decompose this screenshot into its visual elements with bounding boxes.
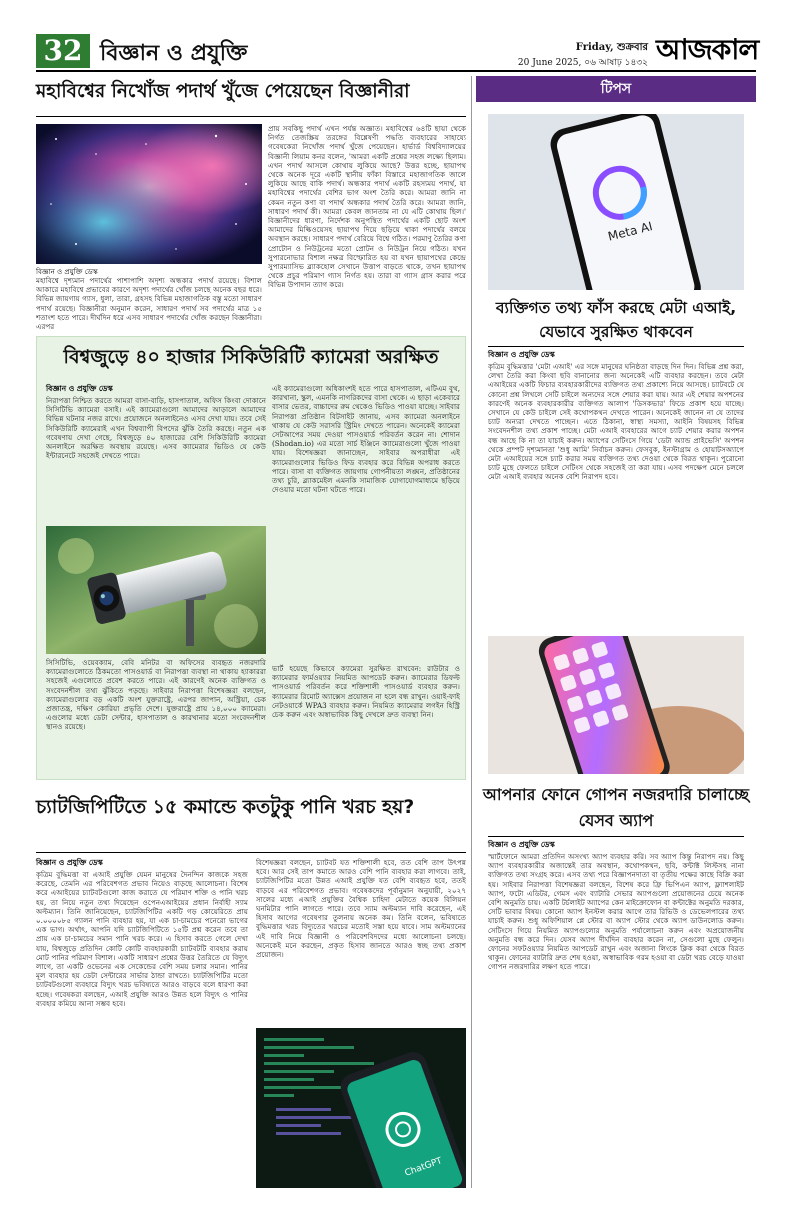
smartphone-apps-image: [488, 636, 744, 774]
tip2-headline: আপনার ফোনে গোপন নজরদারি চালাচ্ছে যেসব অ্যাপ: [482, 785, 750, 830]
story1-body-right: প্রায় সবকিছু পদার্থ এখন পর্যন্ত অজ্ঞাত। মহাবিশ্বের ৬৪টি ছায়া থেকে নির্গত তেজস্ক্রিয় তরঙ্গের বিশ্লেষণী পদ্ধতি ব্যবহারের সাহায্যে গবেষকেরা নিখোঁজ পদার্থ খুঁজে পেয়েছেন। হার্ভার্ড বিশ্ববিদ্যালয়ের বিজ্ঞানী লিয়াম কনর বলেন, 'আমরা একটি প্রশ্নের সহজ লক্ষ্যে ছিলাম। এখন পদার্থ আসলে কোথায় লুকিয়ে আছে? উত্তর হচ্ছে, ছায়াপথ থেকে অনেক দূরে একটি স্থানীয় ফাঁকা বিস্তারে মহাজাগতিক জালে লুকিয়ে আছে বাকি পদার্থ। অন্ধকার পদার্থ একটি রহস্যময় পদার্থ, যা মহাবিশ্বের পদার্থের বেশির ভাগ অংশ তৈরি করে। আমরা জানি না কেমন নতুন কণা বা পদার্থ অন্ধকার পদার্থ তৈরি করে। আমরা জানি, সাধারণ পদার্থ কী। আমরা কেবল জানতাম না যে এটি কোথায় ছিল।' বিজ্ঞানীদের ধারণা, নির্দেশক অনুপস্থিত পদার্থের একটি ছোট অংশ আমাদের মিল্কিওয়েসহ ছায়াপথ দিয়ে ছড়িয়ে থাকা পদার্থের বলয়ে অবস্থান করছে। সাধারণ পদার্থ বেরিয়ে বিশ্বে গঠিত। পরমাণু তৈরির কণা প্রোটোন ও নিউট্রনের মতো প্রোটন ও নিউট্রন নিয়ে গঠিত। যখন সুপারনোভার বিশাল নক্ষত্র বিস্ফোরিত হয় বা যখন ছায়াপথের কেন্দ্রে সুপারম্যাসিভ ব্ল্যাকহোল সেখানে উত্তাপ বাড়তে থাকে, তখন ছায়াপথ থেকে প্রচুর পরিমাণ গ্যাস নির্গত হয়। তারা বা গ্যাস গ্রাস করার পরে বিভিন্ন উপাদান ত্যাগ করে।: [268, 124, 466, 290]
tips-banner: [476, 76, 756, 102]
tip2-byline: বিজ্ঞান ও প্রযুক্তি ডেস্ক: [488, 840, 555, 849]
story1-headline: মহাবিশ্বের নিখোঁজ পদার্থ খুঁজে পেয়েছেন বিজ্ঞানীরা: [36, 81, 410, 102]
story3-underline: [36, 852, 466, 853]
issue-date: 20 June 2025, ০৬ আষাঢ় ১৪৩২: [517, 58, 648, 68]
story1-body-left: মহাবিশ্বে দৃশ্যমান পদার্থের পাশাপাশি অদৃশ্য অন্ধকার পদার্থ রয়েছে। বিশাল আকারে মহাবিশ্বে প্রভাবের কারণে অদৃশ্য পদার্থের খোঁজ চলছে অনেক বছর ধরে। বিভিন্ন জায়গায় গ্যাস, ধুলা, তারা, গ্রহসহ বিভিন্ন মহাজাগতিক বস্তু মতো সাধারণ পদার্থ রয়েছে। বিজ্ঞানীরা অনুমান করেন, সাধারণ পদার্থ সব পদার্থের মাত্র ১৫ শতাংশ হতে পারে। দীর্ঘদিন ধরে এসব সাধারণ পদার্থের খোঁজ করছেন বিজ্ঞানীরা। এরপর: [36, 276, 262, 332]
tip1-headline: ব্যক্তিগত তথ্য ফাঁস করছে মেটা এআই, যেভাবে সুরক্ষিত থাকবেন: [495, 299, 737, 341]
phone-hand-photo: [488, 636, 744, 774]
page-number: 32: [36, 34, 90, 68]
story3-headline: চ্যাটজিপিটিতে ১৫ কমান্ডে কতটুকু পানি খরচ হয়?: [36, 796, 415, 818]
column-divider: [471, 76, 472, 1188]
tips-label: টিপস: [600, 81, 632, 97]
masthead-text: আজকাল: [656, 33, 759, 66]
tip2-body: স্মার্টফোনে আমরা প্রতিদিন অসংখ্য অ্যাপ ব্যবহার করি। সব অ্যাপ কিন্তু নিরাপদ নয়। কিছু অ্যাপ ব্যবহারকারীর অজান্তেই তার অবস্থান, কথোপকথন, ছবি, কন্টাক্ট লিস্টসহ নানা ব্যক্তিগত তথ্য সংগ্রহ করে। এসব তথ্য পরে বিজ্ঞাপনদাতা বা তৃতীয় পক্ষের কাছে বিক্রি করা হয়। সাইবার নিরাপত্তা বিশেষজ্ঞরা বলছেন, বিশেষ করে ফ্রি ভিপিএন অ্যাপ, ফ্ল্যাশলাইট অ্যাপ, ফটো এডিটর, গেমস এবং ব্যাটারি সেভার অ্যাপগুলো প্রয়োজনের চেয়ে অনেক বেশি অনুমতি চায়। একটি টর্চলাইট অ্যাপের কেন মাইক্রোফোন বা কন্টাক্টের অনুমতি দরকার, সেটি ভাবার বিষয়। কোনো অ্যাপ ইনস্টল করার আগে তার রিভিউ ও ডেভেলপারের তথ্য যাচাই করুন। শুধু অফিশিয়াল প্লে স্টোর বা অ্যাপ স্টোর থেকে অ্যাপ ডাউনলোড করুন। সেটিংসে গিয়ে নিয়মিত অ্যাপগুলোর অনুমতি পর্যালোচনা করুন এবং অপ্রয়োজনীয় অনুমতি বন্ধ করে দিন। যেসব অ্যাপ দীর্ঘদিন ব্যবহার করেন না, সেগুলো মুছে ফেলুন। ফোনের সফটওয়্যার নিয়মিত আপডেট রাখুন এবং অজানা লিংকে ক্লিক করা থেকে বিরত থাকুন। ফোনের ব্যাটারি দ্রুত শেষ হওয়া, অস্বাভাবিক গরম হওয়া বা ডেটা খরচ বেড়ে যাওয়া গোপন নজরদারির লক্ষণ হতে পারে।: [488, 852, 744, 972]
chatgpt-photo: [256, 1028, 466, 1188]
story3-byline: বিজ্ঞান ও প্রযুক্তি ডেস্ক: [36, 858, 103, 867]
tip1-byline: বিজ্ঞান ও প্রযুক্তি ডেস্ক: [488, 350, 555, 359]
meta-ai-phone-image: [488, 114, 744, 290]
story3-body-right: বিশেষজ্ঞরা বলছেন, চ্যাটবট যত শক্তিশালী হবে, তত বেশি তাপ উৎপন্ন হবে। আর সেই তাপ কমাতে আরও বেশি পানি ব্যবহার করা লাগবে। তাই, চ্যাটজিপিটির মতো উন্নত এআই প্রযুক্তি যত বেশি ব্যবহৃত হবে, ততই বাড়বে এর পরিবেশগত প্রভাব। গবেষকদের পূর্বানুমান অনুযায়ী, ২০২৭ সালের মধ্যে এআই প্রযুক্তির বৈশ্বিক চাহিদা মেটাতে কয়েক বিলিয়ন ঘনমিটার পানি লাগতে পারে। তবে স্যাম অল্টম্যান দাবি করেছেন, এই হিসাব আগের গবেষণার তুলনায় অনেক কম। তিনি বলেন, ভবিষ্যতে বুদ্ধিমত্তার খরচ বিদ্যুতের খরচের মতোই সস্তা হয়ে যাবে। সাম অল্টম্যানের এই দাবি নিয়ে বিজ্ঞানী ও পরিবেশবিদদের মধ্যে আলোচনা চলছে। অনেকেই মনে করছেন, প্রকৃত হিসাব জানতে আরও স্বচ্ছ তথ্য প্রকাশ প্রয়োজন।: [256, 858, 466, 960]
story2-headline: বিশ্বজুড়ে ৪০ হাজার সিকিউরিটি ক্যামেরা অরক্ষিত: [63, 346, 439, 368]
story2-byline: বিজ্ঞান ও প্রযুক্তি ডেস্ক: [46, 384, 113, 393]
nebula-photo: [36, 124, 262, 264]
security-camera-image: [46, 526, 266, 654]
story1-underline: [36, 116, 466, 117]
camera-photo: [46, 526, 266, 654]
meta-ai-photo: [488, 114, 744, 290]
issue-day: Friday, শুক্রবার: [575, 42, 648, 53]
masthead-logo: [656, 32, 759, 68]
chatgpt-phone-image: [256, 1028, 466, 1188]
story2-body-left-1: নিরাপত্তা নিশ্চিত করতে আমরা বাসা-বাড়ি, হাসপাতাল, অফিস কিংবা দোকানে সিসিটিভি ক্যামেরা বসাই। এই ক্যামেরাগুলো আমাদের আড়ালে আমাদের বিভিন্ন ঘটনার নজর রাখে। প্রয়োজনে অনলাইনেও এসব দেখা যায়। তবে সেই সিকিউরিটি ক্যামেরাই এখন বিশ্বব্যাপী বিপদের ঝুঁকি তৈরি করছে। নতুন এক গবেষণায় দেখা গেছে, বিশ্বজুড়ে ৪০ হাজারের বেশি সিকিউরিটি ক্যামেরা অনলাইনে অরক্ষিত অবস্থায় রয়েছে। এসব ক্যামেরার ভিডিও যে কেউ ইন্টারনেটে সহজেই দেখতে পারে।: [46, 396, 266, 461]
story2-body-right: এই ক্যামেরাগুলো অধিকাংশই হতে পারে হাসপাতাল, এটিএম বুথ, কারখানা, স্কুল, এমনকি নাগরিকদের বাসা থেকে। এ ছাড়া একেবারে বাসার ভেতর, বাচ্চাদের রুম থেকেও ভিডিও পাওয়া যাচ্ছে। সাইবার নিরাপত্তা প্রতিষ্ঠান বিটসাইট জানায়, এসব ক্যামেরা অনলাইনে থাকায় যে কেউ সরাসরি স্ট্রিমিং দেখতে পারেন। অনেকেই ক্যামেরা সেটআপের সময় দেওয়া পাসওয়ার্ড পরিবর্তন করেন না। শোদান (Shodan.io) এর মতো সার্চ ইঞ্জিনে ক্যামেরাগুলো খুঁজে পাওয়া যায়। বিশেষজ্ঞরা জানাচ্ছেন, সাইবার অপরাধীরা এই ক্যামেরাগুলোর ভিডিও ফিড ব্যবহার করে বিভিন্ন অপরাধ করতে পারে। বাসা বা ব্যক্তিগত জায়গায় গোপনীয়তা লঙ্ঘন, প্রতিষ্ঠানের তথ্য চুরি, ব্ল্যাকমেইল এমনকি সামাজিক যোগাযোগমাধ্যমে ছড়িয়ে দেওয়ার মতো ঘটনা ঘটতে পারে।: [272, 384, 460, 495]
tip2-underline: [488, 836, 744, 837]
tip1-underline: [488, 346, 744, 347]
story1-photo-caption: বিজ্ঞান ও প্রযুক্তি ডেস্ক: [36, 268, 98, 276]
header-rule: [36, 70, 756, 72]
nebula-image: [36, 124, 262, 264]
tip1-body: কৃত্রিম বুদ্ধিমত্তার 'মেটা এআই' এর সঙ্গে মানুষের ঘনিষ্ঠতা বাড়ছে দিন দিন। বিভিন্ন প্রশ্ন করা, লেখা তৈরি করা কিংবা ছবি বানানোর জন্য অনেকেই এটি ব্যবহার করছেন। তবে মেটা এআইয়ের একটি ফিচার ব্যবহারকারীদের ব্যক্তিগত তথ্য প্রকাশ্যে নিয়ে আসছে। চ্যাটবটে যে কোনো প্রশ্ন লিখলে সেটি চাইলে অন্যদের সঙ্গে শেয়ার করা যায়। আর এই শেয়ার অপশনের কারণেই অনেক ব্যবহারকারীর ব্যক্তিগত আলাপ 'ডিসকভার' ফিডে প্রকাশ হয়ে যাচ্ছে। সেখানে যে কেউ চাইলে সেই কথোপকথন দেখতে পারেন। অনেকেই জানেন না যে তাদের চ্যাট অন্যরা দেখতে পাচ্ছেন। এতে ঠিকানা, স্বাস্থ্য সমস্যা, আইনি বিষয়সহ বিভিন্ন সংবেদনশীল তথ্য প্রকাশ পাচ্ছে। মেটা এআই ব্যবহারের আগে চ্যাট শেয়ার করার অপশন বন্ধ আছে কি না তা যাচাই করুন। অ্যাপের সেটিংসে গিয়ে 'ডেটা অ্যান্ড প্রাইভেসি' অপশন থেকে প্রম্পট দৃশ্যমানতা 'শুধু আমি' নির্বাচন করুন। ফেসবুক, ইনস্টাগ্রাম ও হোয়াটসঅ্যাপে মেটা এআইয়ের সঙ্গে চ্যাট করার সময় ব্যক্তিগত তথ্য দেওয়া থেকে বিরত থাকুন। পুরোনো চ্যাট মুছে ফেলতে চাইলে সেটিংস থেকে সহজেই তা করা যায়। এসব পদক্ষেপ মেনে চললে মেটা এআই ব্যবহার অনেক বেশি নিরাপদ হবে।: [488, 362, 744, 482]
chatgpt-logo-text: ChatGPT: [403, 1156, 444, 1179]
meta-ai-label: Meta AI: [606, 219, 654, 244]
story2-body-left-2: সিসিটিভি, ওয়েবক্যাম, বেবি মনিটর বা অফিসের ব্যবহৃত নজরদারি ক্যামেরাগুলোতে ঠিকমতো পাসওয়ার্ড বা নিরাপত্তা ব্যবস্থা না থাকায় হ্যাকাররা সহজেই এগুলোতে প্রবেশ করতে পারে। এই কারণেই অনেক ব্যক্তিগত ও সংবেদনশীল তথ্য ঝুঁকিতে পড়ছে। সাইবার নিরাপত্তা বিশেষজ্ঞরা বলছেন, ক্যামেরাগুলোর বড় একটি অংশ যুক্তরাষ্ট্রে, এরপর জাপান, অস্ট্রিয়া, চেক প্রজাতন্ত্র, দক্ষিণ কোরিয়া প্রভৃতি দেশে। যুক্তরাষ্ট্রে প্রায় ১৪,০০০ ক্যামেরা। এগুলোর মধ্যে ডেটা সেন্টার, হাসপাতাল ও কারখানার মতো সংবেদনশীল স্থানও রয়েছে।: [46, 658, 266, 732]
story2-body-bottom-right: ভার্ট হয়েছে কিভাবে ক্যামেরা সুরক্ষিত রাখবেন: রাউটার ও ক্যামেরার ফার্মওয়্যার নিয়মিত আপডেট করুন। ক্যামেরার ডিফল্ট পাসওয়ার্ড পরিবর্তন করে শক্তিশালী পাসওয়ার্ড ব্যবহার করুন। ক্যামেরার রিমোট অ্যাক্সেস প্রয়োজন না হলে বন্ধ রাখুন। ওয়াই-ফাই নেটওয়ার্কে WPA3 ব্যবহার করুন। নিয়মিত ক্যামেরার লগইন হিস্ট্রি চেক করুন এবং অস্বাভাবিক কিছু দেখলে দ্রুত ব্যবস্থা নিন।: [272, 664, 460, 720]
story3-body-left: কৃত্রিম বুদ্ধিমত্তা বা এআই প্রযুক্তি যেমন মানুষের দৈনন্দিন কাজকে সহজ করেছে, তেমনি এর পরিবেশগত প্রভাব নিয়েও বাড়ছে আলোচনা। বিশেষ করে এআইয়ের চ্যাটবটগুলো কাজ করাতে যে পরিমাণ শক্তি ও পানি খরচ হয়, তা নিয়ে নতুন তথ্য দিয়েছেন ওপেনএআইয়ের প্রধান নির্বাহী স্যাম অল্টম্যান। তিনি জানিয়েছেন, চ্যাটজিপিটির একটি গড় কোয়েরিতে প্রায় ০.০০০০৮৫ গ্যালন পানি ব্যবহার হয়, যা এক চা-চামচের পনেরো ভাগের এক ভাগ। অর্থাৎ, আপনি যদি চ্যাটজিপিটিতে ১৫টি প্রশ্ন করেন তবে তা প্রায় এক চা-চামচের সমান পানি খরচ করে। এ হিসাব করতে গেলে দেখা যায়, বিশ্বজুড়ে প্রতিদিন কোটি কোটি ব্যবহারকারী চ্যাটবটটি ব্যবহার করায় মোট পানির পরিমাণ বিশাল। একটি সাধারণ প্রশ্নের উত্তর তৈরিতে যে বিদ্যুৎ লাগে, তা একটি ওভেনের এক সেকেন্ডের বেশি সময় চলার সমান। পানির মূল ব্যবহার হয় ডেটা সেন্টারের সার্ভার ঠান্ডা রাখতে। চ্যাটজিপিটির মতো চ্যাটবটগুলো ব্যবহারে বিদ্যুৎ খরচ ভবিষ্যতে আরও বাড়বে বলে ধারণা করা হচ্ছে। গবেষকরা বলছেন, এআই প্রযুক্তি আরও উন্নত হলে বিদ্যুৎ ও পানির ব্যবহার কমিয়ে আনা সম্ভব হবে।: [36, 870, 248, 1008]
section-title: বিজ্ঞান ও প্রযুক্তি: [100, 41, 248, 66]
page-header: [36, 33, 759, 70]
